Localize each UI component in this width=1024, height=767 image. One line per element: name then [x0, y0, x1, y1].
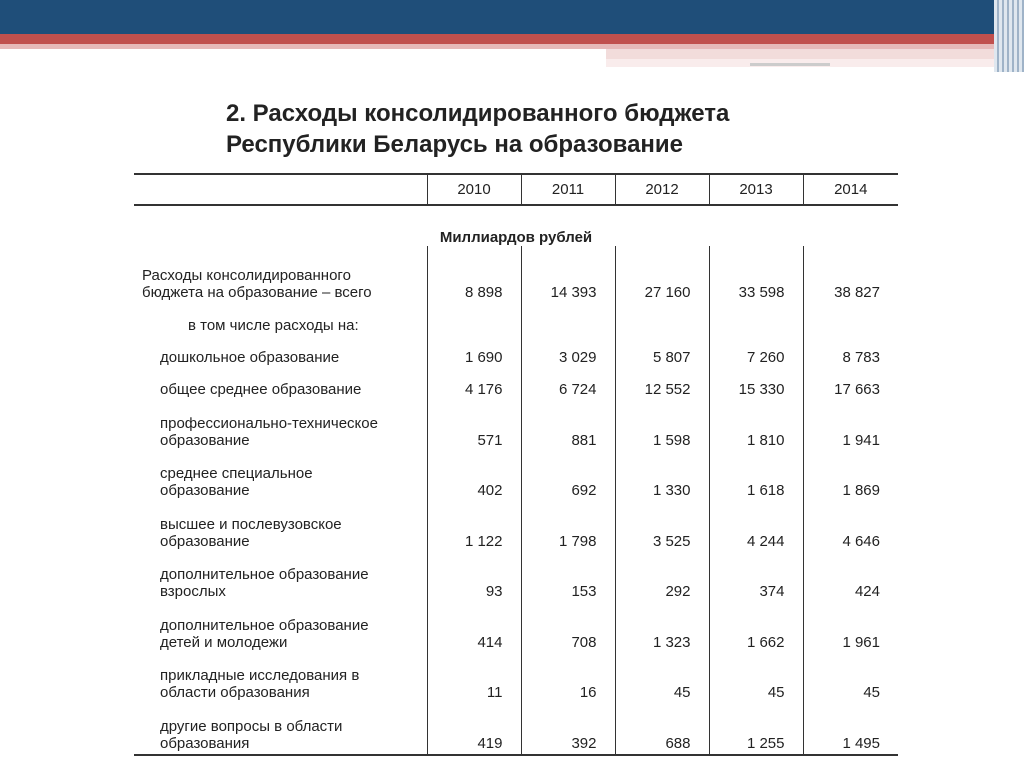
table-row	[134, 501, 898, 552]
table-cell-value: 881	[521, 400, 615, 451]
table-cell-value: 1 495	[803, 703, 898, 755]
table-cell-value: 6 724	[521, 368, 615, 400]
table-row	[134, 451, 898, 502]
table-cell-value: 708	[521, 602, 615, 653]
table-cell-value: 3 525	[615, 501, 709, 552]
table-row	[134, 400, 898, 451]
table-cell-value: 1 961	[803, 602, 898, 653]
table-cell-value: 17 663	[803, 368, 898, 400]
table-cell-value: 33 598	[709, 246, 803, 303]
table-cell-value: 11	[427, 653, 521, 704]
table-cell-value: 419	[427, 703, 521, 755]
table-header-row	[134, 174, 898, 205]
table-cell-value: 8 783	[803, 336, 898, 368]
table-cell-value: 692	[521, 451, 615, 502]
table-row	[134, 602, 898, 653]
row-label-line-1: Расходы консолидированного	[142, 267, 351, 284]
table-cell-value: 45	[709, 653, 803, 704]
table-cell-value: 8 898	[427, 246, 521, 303]
row-label	[134, 552, 427, 603]
subtitle-label: в том числе расходы на:	[188, 317, 359, 334]
row-label-line-2: образование	[160, 532, 250, 550]
table-cell-value: 1 323	[615, 602, 709, 653]
row-label-line-2: образование	[160, 482, 250, 499]
row-label-line-1: прикладные исследования в	[160, 667, 360, 684]
table-cell-value: 1 598	[615, 400, 709, 451]
table-row	[134, 368, 898, 400]
table-row-subtitle	[134, 303, 898, 336]
table-cell-value: 688	[615, 703, 709, 755]
table-cell-value: 14 393	[521, 246, 615, 303]
table-cell-value: 45	[803, 653, 898, 704]
table-row	[134, 552, 898, 603]
unit-row	[134, 205, 898, 246]
table-cell-value: 12 552	[615, 368, 709, 400]
table-cell-value: 374	[709, 552, 803, 603]
table-cell-value: 1 330	[615, 451, 709, 502]
header-band-step	[606, 49, 1000, 59]
unit-label: Миллиардов рублей	[439, 229, 593, 246]
table-cell-value: 414	[427, 602, 521, 653]
table-cell-value: 292	[615, 552, 709, 603]
header-year: 2011	[521, 174, 615, 205]
row-label-line-1: высшее и послевузовское	[160, 515, 342, 533]
row-label	[134, 400, 427, 451]
table-row-total	[134, 246, 898, 303]
table-cell-value: 1 941	[803, 400, 898, 451]
row-label	[134, 602, 427, 653]
table-cell-value: 4 176	[427, 368, 521, 400]
table-cell-value: 1 810	[709, 400, 803, 451]
table-cell-value: 571	[427, 400, 521, 451]
row-label-line-2: бюджета на образование – всего	[142, 284, 372, 301]
table-cell-value: 1 122	[427, 501, 521, 552]
row-label-line-2: взрослых	[160, 583, 226, 600]
table-cell-value: 1 662	[709, 602, 803, 653]
table-cell-value: 153	[521, 552, 615, 603]
row-label-line-2: образование	[160, 431, 250, 449]
row-label-line-1: профессионально-техническое	[160, 414, 378, 432]
header-empty-cell	[134, 174, 427, 205]
row-label	[134, 368, 427, 400]
row-label	[134, 246, 427, 303]
row-label-line-1: другие вопросы в области	[160, 717, 343, 735]
table-cell-value: 45	[615, 653, 709, 704]
table-cell-value: 1 798	[521, 501, 615, 552]
table-cell-value: 402	[427, 451, 521, 502]
row-label-line-2: области образования	[160, 684, 310, 701]
table-cell-value: 93	[427, 552, 521, 603]
table-cell-value: 38 827	[803, 246, 898, 303]
row-label	[134, 451, 427, 502]
row-label	[134, 501, 427, 552]
table-cell-value: 1 255	[709, 703, 803, 755]
slide-title-line-1: 2. Расходы консолидированного бюджета	[226, 100, 730, 127]
table-row	[134, 653, 898, 704]
row-label-line-1: среднее специальное	[160, 465, 313, 482]
table-row	[134, 703, 898, 755]
header-band-blue	[0, 0, 1024, 34]
table-cell-value: 27 160	[615, 246, 709, 303]
header-year: 2010	[427, 174, 521, 205]
table-cell-value: 3 029	[521, 336, 615, 368]
row-label-line-2: детей и молодежи	[160, 633, 288, 651]
table-row	[134, 336, 898, 368]
row-label	[134, 653, 427, 704]
slide-title	[226, 98, 926, 160]
table-cell-value: 1 690	[427, 336, 521, 368]
header-band-red	[0, 34, 1000, 44]
header-stripes	[994, 0, 1024, 72]
table-cell-value: 392	[521, 703, 615, 755]
table-cell-value: 16	[521, 653, 615, 704]
header-year: 2013	[709, 174, 803, 205]
slide-title-line-2: Республики Беларусь на образование	[226, 131, 684, 158]
table-cell-value: 4 646	[803, 501, 898, 552]
row-label-line-1: дошкольное образование	[160, 349, 340, 366]
row-label-line-2: образования	[160, 734, 250, 752]
table-cell-value: 4 244	[709, 501, 803, 552]
row-label	[134, 703, 427, 755]
table-cell-value: 7 260	[709, 336, 803, 368]
table-cell-value: 1 869	[803, 451, 898, 502]
table-cell-value: 5 807	[615, 336, 709, 368]
header-year: 2014	[803, 174, 898, 205]
row-label-line-1: дополнительное образование	[160, 566, 369, 583]
table-cell-value: 1 618	[709, 451, 803, 502]
row-label-line-1: дополнительное образование	[160, 616, 369, 634]
header-band-shadow	[750, 63, 830, 66]
table-cell-value: 15 330	[709, 368, 803, 400]
header-year: 2012	[615, 174, 709, 205]
row-label	[134, 336, 427, 368]
education-expenditure-table	[134, 173, 898, 756]
row-label-line-1: общее среднее образование	[160, 381, 362, 398]
table-cell-value: 424	[803, 552, 898, 603]
